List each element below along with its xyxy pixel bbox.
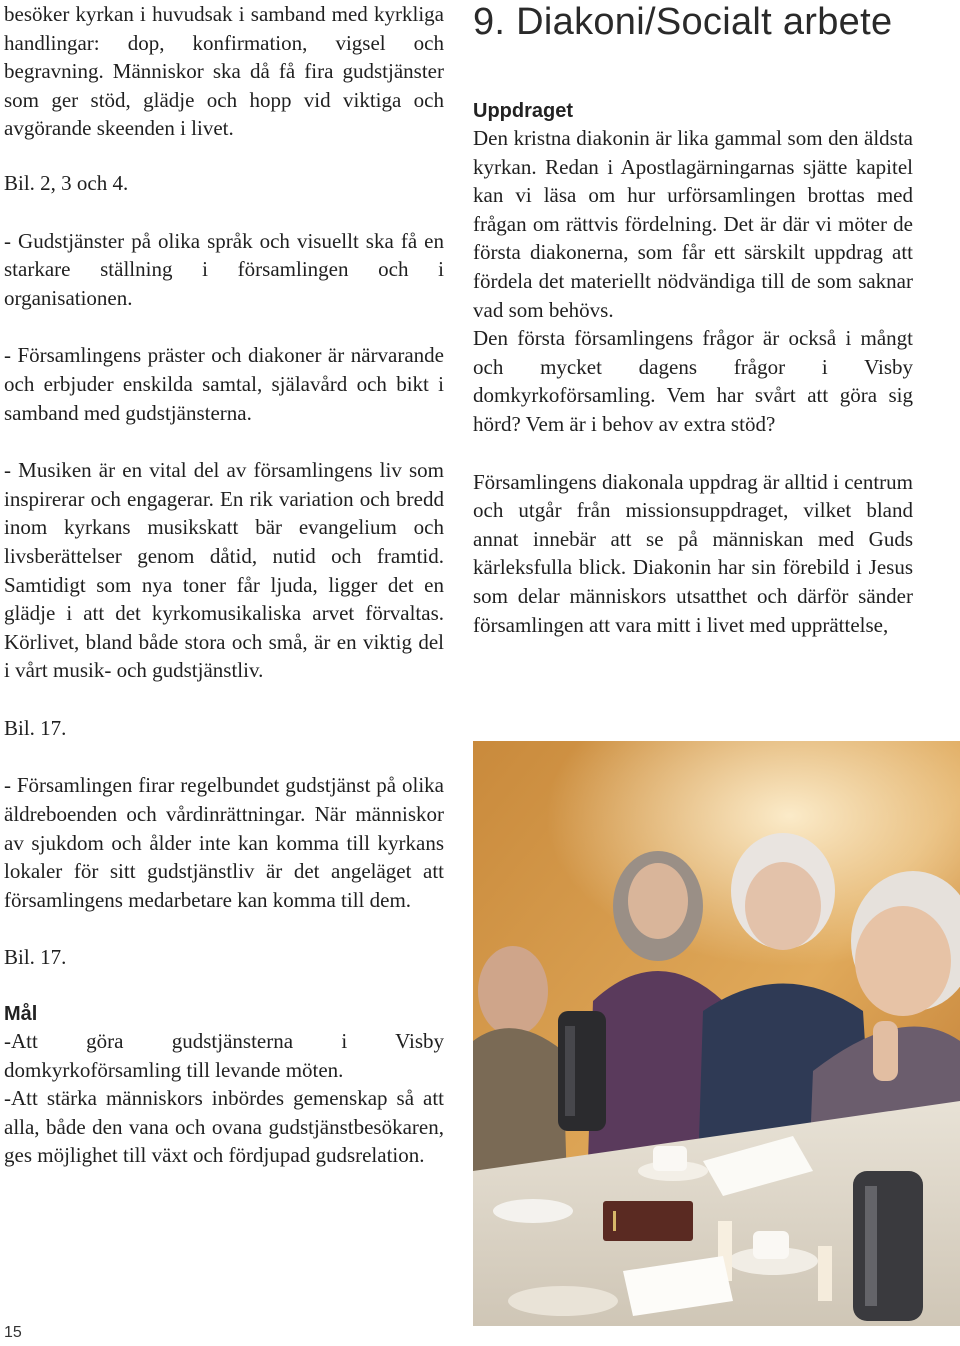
questions-paragraph: Den första församlingens frågor är också i mångt och mycket dagens frågor i Visby domkyrkoförsamling. Vem har svårt att göra sig hörd? Vem är i behov av extra stöd? — [473, 326, 913, 436]
diaconal-paragraph: Församlingens diakonala uppdrag är alltid i centrum och utgår från missionsuppdraget, vilket bland annat innebär att se på människan med Guds kärleksfulla blick. Diakonin har sin förebild i Jesus som delar människors utsatthet och därför sänder församlingen att vara mitt i livet med upprättelse, — [473, 469, 913, 637]
bullet-music: - Musiken är en vital del av församlingens liv som inspirerar och engagerar. En rik variation och bredd inom kyrkans musikskatt bär evangelium och livsberättelser genom dåtid, nutid och framtid. Samtidigt som nya toner får ljuda, ligger det en glädje i att det kyrkomusikaliska arvet förvaltas. Körlivet, bland både stora och små, är en viktig del i vårt musik- och gudstjänstliv. — [4, 458, 444, 683]
bullet-elderly-care: - Församlingen firar regelbundet gudstjänst på olika äldreboenden och vårdinrättningar. När människor av sjukdom och ålder inte kan komma till kyrkans lokaler för sitt gudstjänstliv är det angeläget att församlingens medarbetare kan komma till dem. — [4, 773, 444, 912]
goal-item: -Att stärka människors inbördes gemenskap så att alla, både den vana och ovana gudstjänstbesökaren, ges möjlighet till växt och fördjupad gudsrelation. — [4, 1086, 444, 1168]
page-number: 15 — [4, 1324, 22, 1341]
right-column — [473, 0, 913, 639]
goal-item: -Att göra gudstjänsterna i Visby domkyrkoförsamling till levande möten. — [4, 1029, 444, 1082]
section-title: 9. Diakoni/Socialt arbete — [473, 1, 893, 43]
bullet-languages: - Gudstjänster på olika språk och visuellt ska få en starkare ställning i församlingen och i organisationen. — [4, 228, 444, 310]
intro-paragraph: besöker kyrkan i huvudsak i samband med kyrkliga handlingar: dop, konfirmation, vigsel och begravning. Människor ska då få fira gudstjänster som ger stöd, glädje och hopp vid viktiga och avgörande skeenden i livet. — [4, 2, 444, 141]
photo-elderly-coffee-gathering — [473, 741, 960, 1326]
left-column — [4, 0, 444, 1170]
attachment-reference: Bil. 17. — [4, 715, 67, 740]
goal-heading: Mål — [4, 1003, 38, 1026]
attachment-reference: Bil. 2, 3 och 4. — [4, 170, 129, 195]
attachment-reference: Bil. 17. — [4, 945, 67, 970]
bullet-priests: - Församlingens präster och diakoner är närvarande och erbjuder enskilda samtal, själavård och bikt i samband med gudstjänsterna. — [4, 343, 444, 425]
mission-paragraph: Den kristna diakonin är lika gammal som den äldsta kyrkan. Redan i Apostlagärningarnas sjätte kapitel kan vi läsa om hur urförsamlingen brottas med frågan om rättvis fördelning. Det är där vi möter de första diakonerna, som får ett särskilt uppdrag att fördela det materiellt nödvändiga till de som saknar vad som behövs. — [473, 126, 913, 322]
subheading: Uppdraget — [473, 100, 573, 122]
